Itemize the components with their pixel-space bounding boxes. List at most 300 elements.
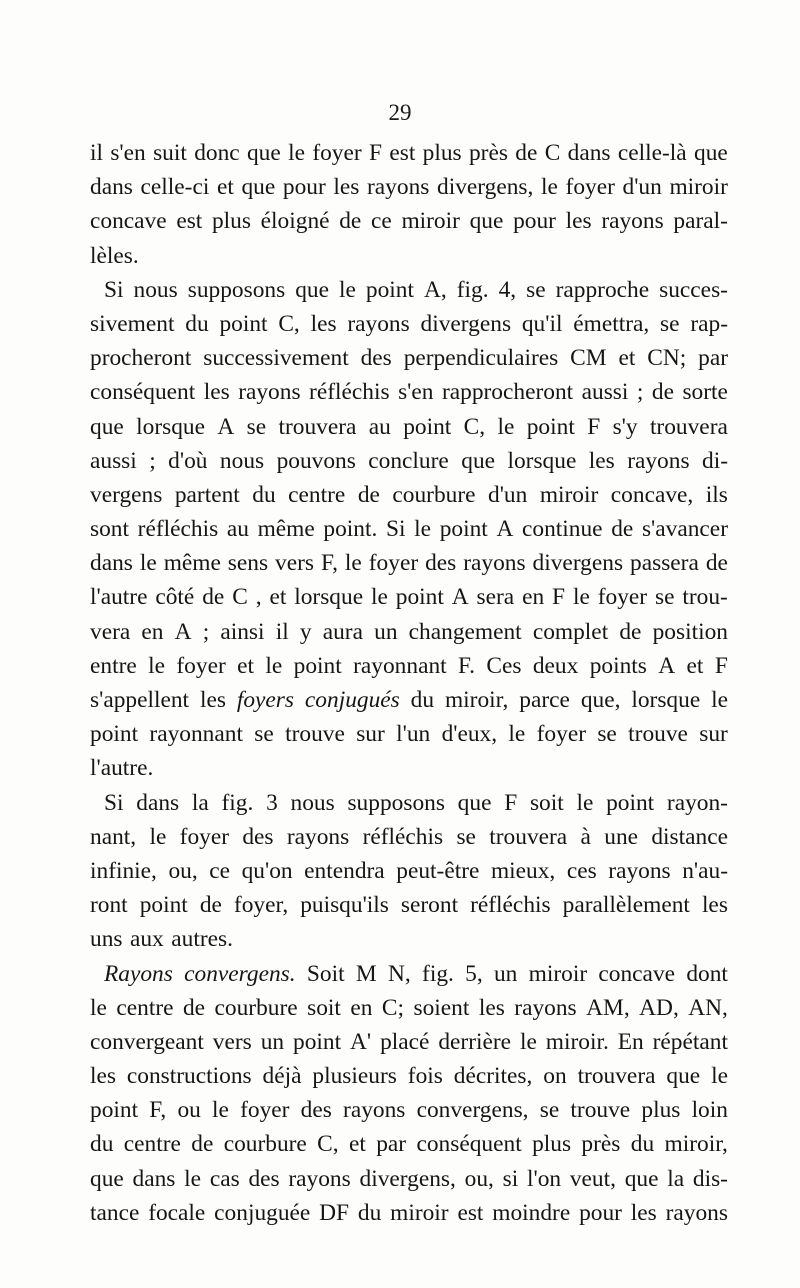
word: rapprocheront: [441, 379, 574, 406]
word: il: [90, 140, 103, 166]
word: concave,: [610, 481, 694, 508]
word: A: [217, 413, 235, 440]
word: en: [350, 994, 373, 1021]
word: l'autre: [90, 584, 148, 611]
word: lèles.: [90, 242, 139, 269]
word: rayonnant: [353, 652, 447, 679]
word: A: [496, 516, 514, 543]
word: rapproche: [555, 276, 650, 303]
text-line: [90, 1196, 728, 1230]
word: dans: [567, 140, 611, 166]
word: des: [425, 550, 457, 577]
word: nous: [290, 789, 335, 816]
word: foyer,: [233, 892, 289, 919]
word: des: [242, 823, 274, 850]
word: se: [526, 276, 546, 303]
word: par: [698, 345, 728, 372]
word: dans: [136, 789, 180, 816]
text-line: [90, 273, 728, 307]
word: que,: [580, 687, 621, 713]
word: A': [350, 1028, 372, 1055]
text-line: [90, 683, 728, 717]
word: le: [711, 687, 728, 713]
word: Ces: [486, 652, 522, 679]
word: ou,: [168, 857, 198, 884]
word: point: [403, 413, 452, 440]
word: F: [587, 413, 601, 440]
word: perpendiculaires: [403, 345, 559, 372]
word: s'avancer: [641, 516, 728, 543]
word: se: [660, 310, 680, 337]
word: lorsque: [507, 447, 577, 474]
word: point.: [323, 516, 378, 543]
word: et: [686, 652, 704, 679]
word: sera: [476, 584, 515, 611]
word: point: [139, 892, 188, 919]
text-line: [90, 751, 728, 785]
word: rayons: [238, 379, 301, 406]
word: autres.: [171, 926, 233, 953]
word: dans: [90, 174, 133, 201]
word: ce: [209, 857, 231, 884]
word: ils: [705, 481, 728, 508]
word: près: [468, 140, 508, 166]
word: un: [374, 618, 398, 645]
text-line: [90, 136, 728, 170]
word: A: [174, 618, 192, 645]
word: l'un: [396, 721, 431, 748]
word: le: [344, 550, 362, 577]
word: foyer: [240, 1097, 290, 1124]
word: C,: [463, 413, 486, 440]
word: côté: [155, 584, 195, 611]
text-line: [90, 341, 728, 375]
word: Soit: [306, 960, 345, 987]
word: Si: [104, 276, 124, 303]
word: conjugués: [304, 687, 400, 713]
word: les: [478, 994, 505, 1021]
word: réfléchis: [470, 892, 551, 919]
word: de: [357, 481, 380, 508]
text-line: [90, 546, 728, 580]
word: le: [149, 823, 167, 850]
word: que: [241, 174, 276, 201]
word: fois: [407, 1063, 443, 1090]
word: même: [163, 550, 221, 577]
word: partent: [174, 481, 240, 508]
word: que: [90, 1165, 124, 1192]
word: rayons: [601, 208, 664, 235]
word: ;: [636, 379, 644, 406]
word: cas: [209, 1165, 240, 1192]
word: de: [182, 994, 206, 1021]
word: DF: [319, 1199, 350, 1226]
word: plus: [211, 208, 251, 235]
word: trouve: [570, 1097, 631, 1124]
word: A: [658, 652, 676, 679]
word: trouvera: [577, 1063, 656, 1090]
word: s'en: [398, 379, 434, 406]
text-line: [90, 307, 728, 341]
word: que: [295, 276, 329, 303]
word: se: [456, 823, 476, 850]
word: le: [414, 516, 432, 543]
word: le: [139, 550, 157, 577]
word: le: [711, 1063, 728, 1090]
word: des: [300, 1097, 332, 1124]
word: point: [606, 789, 655, 816]
word: C: [232, 584, 248, 611]
word: peut-être: [396, 857, 480, 884]
word: succes-: [659, 276, 728, 303]
word: divergens,: [437, 174, 534, 201]
word: derrière: [438, 1028, 512, 1055]
word: de: [339, 208, 362, 235]
word: constructions: [126, 1063, 252, 1090]
word: dans: [90, 550, 133, 577]
word: que: [624, 1165, 659, 1192]
word: sorte: [682, 379, 728, 406]
word: répétant: [652, 1028, 728, 1055]
word: si: [502, 1165, 519, 1192]
word: qu'on: [241, 857, 293, 884]
word: C;: [381, 994, 405, 1021]
word: du: [90, 1131, 114, 1158]
word: que: [469, 208, 504, 235]
word: le: [212, 1097, 229, 1124]
word: Si: [385, 516, 406, 543]
word: foyer: [597, 584, 648, 611]
text-line: [90, 991, 728, 1025]
word: ou,: [464, 1165, 494, 1192]
word: sont: [90, 516, 129, 543]
text-line: [90, 820, 728, 854]
word: foyer: [536, 721, 586, 748]
word: le: [541, 174, 558, 201]
word: rayons: [347, 310, 410, 337]
word: ,: [255, 584, 262, 611]
word: d'un: [622, 174, 662, 201]
word: se: [539, 1097, 560, 1124]
word: ront: [90, 892, 128, 919]
word: qu'il: [521, 310, 563, 337]
word: Rayons: [104, 960, 173, 987]
word: deux: [532, 652, 579, 679]
word: de: [651, 379, 674, 406]
word: AM,: [586, 994, 630, 1021]
word: on: [543, 1063, 567, 1090]
word: moindre: [492, 1199, 571, 1226]
word: que: [461, 447, 496, 474]
word: F: [369, 140, 383, 166]
word: parallèlement: [562, 892, 690, 919]
word: rayons: [367, 174, 430, 201]
word: point: [395, 584, 444, 611]
word: le: [576, 789, 594, 816]
word: au: [226, 516, 249, 543]
word: le: [508, 721, 526, 748]
word: lorsque: [631, 687, 701, 713]
word: le: [338, 276, 356, 303]
word: En: [617, 1028, 644, 1055]
word: conséquent: [416, 1131, 522, 1158]
word: décrites,: [453, 1063, 533, 1090]
word: point: [90, 721, 139, 748]
word: au: [368, 413, 391, 440]
word: focale: [148, 1199, 206, 1226]
word: loin: [691, 1097, 728, 1124]
text-line: [90, 1162, 728, 1196]
word: ainsi: [220, 618, 265, 645]
word: même: [257, 516, 315, 543]
word: passera: [630, 550, 699, 577]
word: foyers: [236, 687, 295, 713]
text-line: [90, 1025, 728, 1059]
text-line: [90, 786, 728, 820]
word: fig.: [422, 960, 454, 987]
word: 4,: [498, 276, 517, 303]
word: rayons: [463, 550, 526, 577]
word: dans: [132, 1165, 176, 1192]
word: pour: [513, 208, 556, 235]
word: le: [497, 413, 515, 440]
word: l'autre.: [90, 755, 154, 782]
word: du: [357, 1199, 382, 1226]
word: plus: [641, 1097, 681, 1124]
word: miroir,: [664, 1131, 728, 1158]
word: rayons: [514, 994, 577, 1021]
word: par: [376, 1131, 407, 1158]
word: F.: [458, 652, 476, 679]
word: C,: [278, 310, 300, 337]
word: est: [176, 208, 203, 235]
word: aussi: [581, 379, 629, 406]
word: les: [90, 1063, 116, 1090]
word: ;: [149, 447, 156, 474]
word: les: [333, 174, 360, 201]
word: changement: [408, 618, 522, 645]
word: CN;: [647, 345, 687, 372]
word: divergens,: [359, 1165, 456, 1192]
word: F: [714, 652, 728, 679]
word: infinie,: [90, 857, 157, 884]
word: le: [519, 1028, 537, 1055]
word: la: [667, 1165, 685, 1192]
word: les: [630, 1199, 657, 1226]
word: rayons: [665, 1199, 728, 1226]
word: des: [360, 345, 392, 372]
word: se: [654, 584, 675, 611]
word: les: [199, 687, 226, 713]
word: foyer: [565, 174, 615, 201]
word: convergens,: [416, 1097, 529, 1124]
word: pour: [282, 174, 326, 201]
word: il: [275, 618, 289, 645]
word: foyer: [179, 823, 230, 850]
word: 3: [266, 789, 278, 816]
word: mieux,: [490, 857, 556, 884]
word: centre: [288, 481, 346, 508]
word: foyer: [312, 140, 362, 166]
word: concave: [598, 960, 676, 987]
word: centre: [123, 1131, 181, 1158]
word: est: [457, 1199, 484, 1226]
body-text: [90, 136, 728, 1230]
word: successivement: [203, 345, 349, 372]
word: de: [199, 892, 222, 919]
text-line: [90, 375, 728, 409]
word: lorsque: [294, 584, 364, 611]
word: rayons: [608, 857, 671, 884]
word: y: [299, 618, 312, 645]
word: en: [522, 584, 545, 611]
word: les: [565, 208, 592, 235]
word: ce: [370, 208, 392, 235]
word: miroir: [528, 960, 588, 987]
word: donc: [194, 140, 240, 166]
word: divergens: [532, 550, 624, 577]
word: fig.: [221, 789, 254, 816]
word: à: [580, 823, 591, 850]
word: trouvera: [649, 413, 728, 440]
word: point: [365, 276, 414, 303]
word: points: [589, 652, 647, 679]
word: convergens.: [184, 960, 296, 987]
word: position: [652, 618, 728, 645]
word: point: [293, 652, 342, 679]
word: que: [90, 413, 124, 440]
word: continue: [522, 516, 603, 543]
word: conclure: [368, 447, 449, 474]
word: rayons: [343, 1097, 406, 1124]
word: de: [191, 1131, 214, 1158]
word: le: [148, 652, 166, 679]
word: F: [552, 584, 566, 611]
word: du: [410, 687, 435, 713]
text-line: [90, 854, 728, 888]
word: de: [202, 584, 225, 611]
page-number: 29: [388, 100, 412, 125]
word: réfléchis: [137, 516, 219, 543]
word: celle-ci: [140, 174, 210, 201]
word: se: [246, 413, 267, 440]
word: trou-: [682, 584, 728, 611]
text-line: [90, 888, 728, 922]
word: le: [572, 584, 590, 611]
word: rayons: [286, 823, 350, 850]
word: nous: [219, 447, 265, 474]
word: de: [619, 618, 642, 645]
word: du: [630, 1131, 655, 1158]
word: d'où: [168, 447, 208, 474]
word: trouve: [628, 721, 688, 748]
word: le: [370, 584, 388, 611]
word: trouvera: [489, 823, 568, 850]
word: miroir.: [545, 1028, 609, 1055]
word: se: [254, 721, 274, 748]
word: le: [265, 652, 283, 679]
word: et: [216, 174, 234, 201]
text-line: [90, 1059, 728, 1093]
word: paral-: [673, 208, 728, 235]
text-line: [90, 410, 728, 444]
word: seront: [400, 892, 459, 919]
word: uns: [90, 926, 123, 953]
word: C,: [317, 1131, 339, 1158]
word: vers: [212, 1028, 252, 1055]
word: et: [348, 1131, 366, 1158]
word: soit: [307, 994, 341, 1021]
word: trouvera: [278, 413, 357, 440]
word: émettra,: [573, 310, 650, 337]
word: le: [288, 140, 305, 166]
word: vers: [275, 550, 315, 577]
word: point: [219, 310, 268, 337]
word: courbure: [214, 994, 298, 1021]
word: miroir,: [444, 687, 509, 713]
word: dis-: [692, 1165, 728, 1192]
word: F,: [320, 550, 338, 577]
word: rayons: [288, 1165, 351, 1192]
word: s'y: [612, 413, 638, 440]
word: pouvons: [276, 447, 356, 474]
word: n'au-: [682, 857, 728, 884]
word: A: [451, 584, 469, 611]
word: sur: [699, 721, 728, 748]
word: parce: [519, 687, 570, 713]
word: soit: [529, 789, 564, 816]
word: s'en: [110, 140, 146, 166]
word: près: [581, 1131, 621, 1158]
word: en: [141, 618, 164, 645]
word: une: [604, 823, 639, 850]
word: du: [252, 481, 276, 508]
word: lorsque: [136, 413, 205, 440]
text-line: [90, 1093, 728, 1127]
word: pour: [579, 1199, 622, 1226]
word: AD,: [639, 994, 679, 1021]
word: foyer: [368, 550, 419, 577]
word: divergens: [420, 310, 512, 337]
word: point: [526, 413, 575, 440]
word: de: [611, 516, 634, 543]
word: réfléchis: [362, 823, 444, 850]
word: que: [246, 140, 281, 166]
text-line: [90, 170, 728, 204]
word: vera: [90, 618, 131, 645]
text-line: [90, 922, 728, 956]
word: aux: [129, 926, 164, 953]
word: s'appellent: [90, 687, 190, 713]
word: N,: [388, 960, 411, 987]
word: C: [544, 140, 561, 166]
word: foyer: [176, 652, 226, 679]
word: l'on: [526, 1165, 562, 1192]
word: soient: [413, 994, 470, 1021]
text-line: [90, 1127, 728, 1161]
text-line: [90, 478, 728, 512]
word: AN,: [688, 994, 728, 1021]
word: ces: [566, 857, 597, 884]
word: plus: [422, 140, 462, 166]
word: celle-là: [617, 140, 687, 166]
word: que: [457, 789, 492, 816]
word: distance: [651, 823, 728, 850]
word: supposons: [347, 789, 445, 816]
text-line: [90, 957, 728, 991]
word: placé: [380, 1028, 430, 1055]
word: de: [705, 550, 728, 577]
